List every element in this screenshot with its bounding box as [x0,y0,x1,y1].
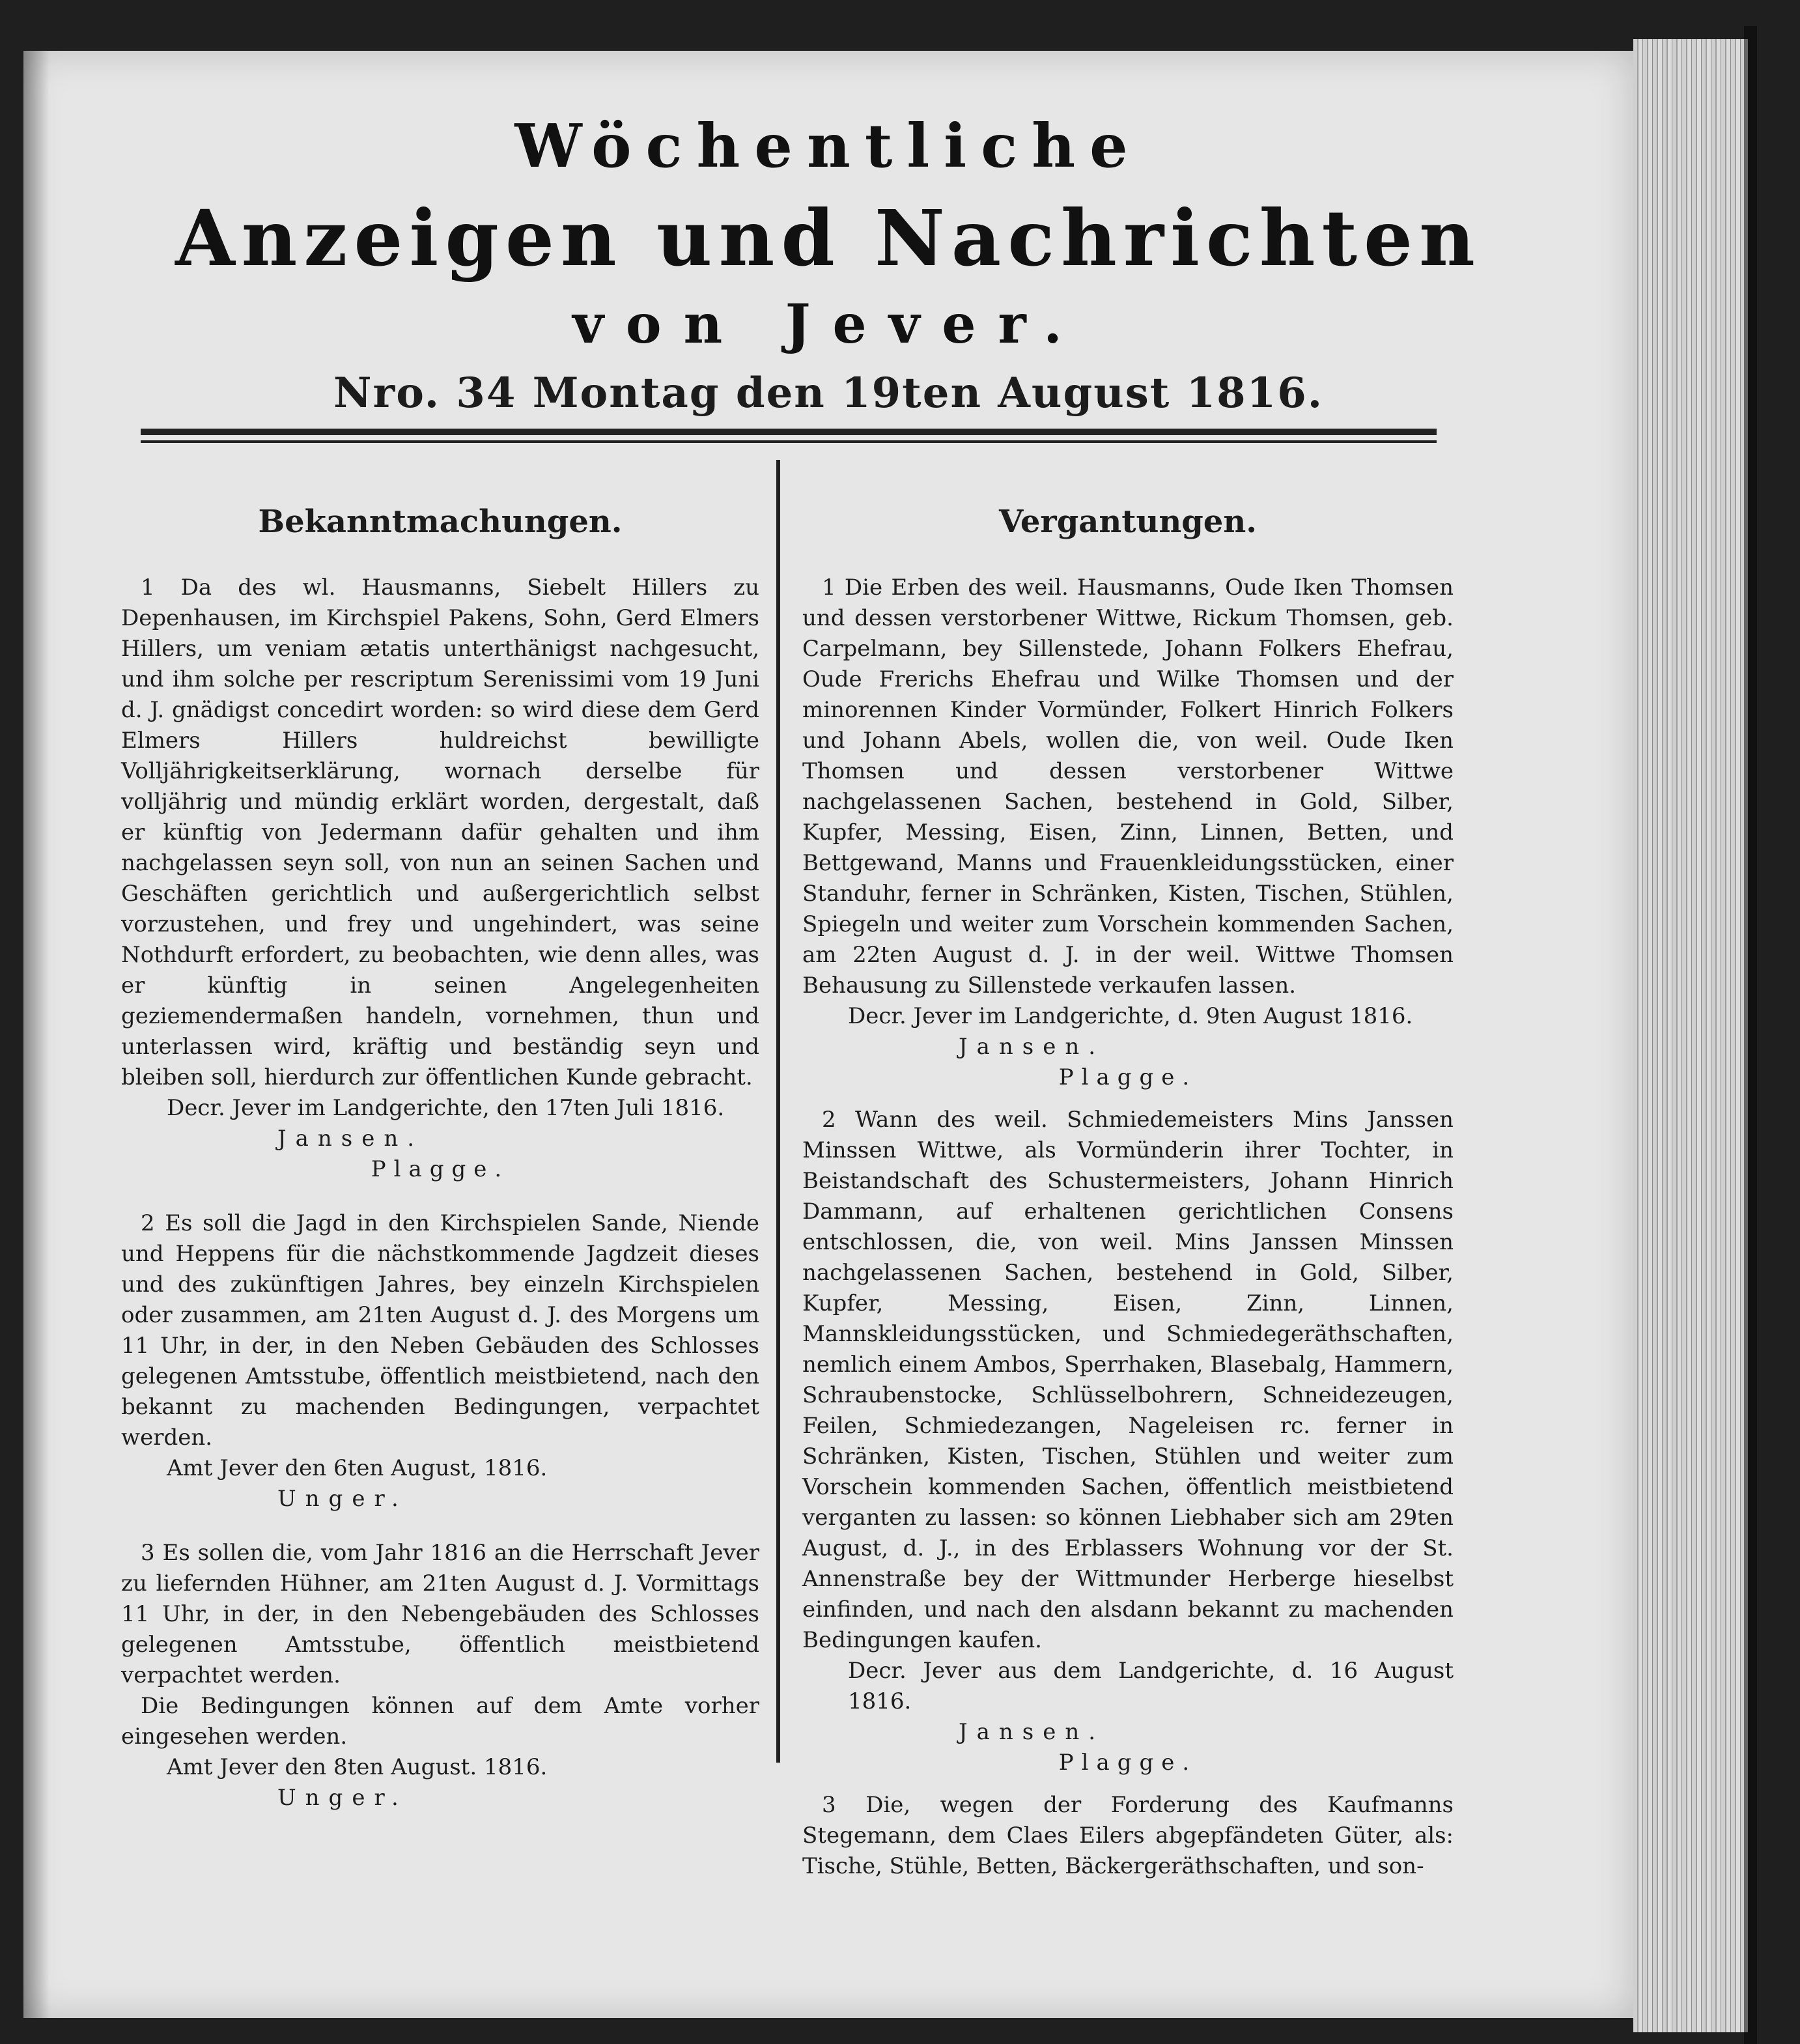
auction-2-name-1: Jansen. [959,1719,1105,1745]
notice-1-name-1: Jansen. [277,1126,424,1152]
auction-1-text: 1 Die Erben des weil. Hausmanns, Oude Iken Thomsen und dessen verstorbener Wittwe, Rickum Thomsen, geb. Carpelmann, bey Sillenstede, Johann Folkers Ehefrau, Oude Frerichs Ehefrau und Wilke Thomsen und der minorennen Kinder Vormünder, Folkert Hinrich Folkers und Johann Abels, wollen die, von weil. Oude Iken Thomsen und dessen verstorbener Wittwe nachgelassenen Sachen, bestehend in Gold, Silber, Kupfer, Messing, Eisen, Zinn, Linnen, Betten, und Bettgewand, Manns und Frauenkleidungsstücken, einer Standuhr, ferner in Schränken, Kisten, Tischen, Stühlen, Spiegeln und weiter zum Vorschein kommenden Sachen, am 22ten August d. J. in der weil. Wittwe Thomsen Behausung zu Sillenstede verkaufen lassen. [802,575,1454,999]
auction-2-text: 2 Wann des weil. Schmiedemeisters Mins Janssen Minssen Wittwe, als Vormünderin ihrer Tochter, in Beistandschaft des Schustermeisters, Johann Hinrich Dammann, auf erhaltenen gerichtlichen Consens entschlossen, die, von weil. Mins Janssen Minssen nachgelassenen Sachen, bestehend in Gold, Silber, Kupfer, Messing, Eisen, Zinn, Linnen, Mannskleidungsstücken, und Schmiedegeräthschaften, nemlich einem Ambos, Sperrhaken, Blasebalg, Hammern, Schraubenstocke, Schlüsselbohrern, Schneidezeugen, Feilen, Schmiedezangen, Nageleisen rc. ferner in Schränken, Kisten, Tischen, Stühlen und weiter zum Vorschein kommenden Sachen, öffentlich meistbietend verganten zu lassen: so können Liebhaber sich am 29ten August, d. J., in des Erblassers Wohnung vor der St. Annenstraße bey der Wittmunder Herberge hieselbst einfinden, und nach den alsdann bekannt zu machenden Bedingungen kaufen. [802,1107,1454,1653]
notice-2-name: Unger. [277,1486,408,1512]
notice-1-signature: Decr. Jever im Landgerichte, den 17ten Juli 1816. [167,1095,725,1121]
newspaper-page [23,51,1633,2018]
right-column [802,481,1454,1882]
masthead-line-2: Anzeigen und Nachrichten [175,193,1482,283]
header-rule-thin [141,440,1437,443]
auction-1-name-2: Plagge. [1058,1064,1198,1090]
notice-1-text: 1 Da des wl. Hausmanns, Siebelt Hillers zu Depenhausen, im Kirchspiel Pakens, Sohn, Gerd Elmers Hillers, um veniam ætatis unterthänigst nachgesucht, und ihm solche per rescriptum Serenissimi vom 19 Juni d. J. gnädigst concedirt worden: so wird diese dem Gerd Elmers Hillers huldreichst bewilligte Volljährigkeitserklärung, wornach derselbe für volljährig und mündig erklärt worden, dergestalt, daß er künftig von Jedermann dafür gehalten und ihm nachgelassen seyn soll, von nun an seinen Sachen und Geschäften gerichtlich und außergerichtlich selbst vorzustehen, und frey und ungehindert, was seine Nothdurft erfordert, zu beobachten, wie denn alles, was er künftig in seinen Angelegenheiten geziemendermaßen handeln, vornehmen, thun und unterlassen wird, kräftig und beständig seyn und bleiben soll, hierdurch zur öffentlichen Kunde gebracht. [121,575,759,1090]
left-column [121,481,759,1813]
masthead-line-3: von Jever. [572,293,1084,356]
column-divider [776,460,780,1763]
auction-1-name-1: Jansen. [959,1034,1105,1060]
auction-2-signature: Decr. Jever aus dem Landgerichte, d. 16 August 1816. [848,1658,1454,1714]
notice-3-text: 3 Es sollen die, vom Jahr 1816 an die Herrschaft Jever zu liefernden Hühner, am 21ten August d. J. Vormittags 11 Uhr, in der, in den Nebengebäuden des Schlosses gelegenen Amtsstube, öffentlich meistbietend verpachtet werden. [121,1540,759,1688]
auction-3-text: 3 Die, wegen der Forderung des Kaufmanns Stegemann, dem Claes Eilers abgepfändeten Güter, als: Tische, Stühle, Betten, Bäckergeräthschaften, und son- [802,1792,1454,1879]
page-stack-edge [1633,39,1748,2032]
masthead-line-1: Wöchentliche [514,111,1142,181]
left-column-heading: Bekanntmachungen. [258,504,623,540]
notice-1-name-2: Plagge. [371,1156,510,1182]
notice-2-signature: Amt Jever den 6ten August, 1816. [167,1455,548,1481]
notice-3-text-2: Die Bedingungen können auf dem Amte vorher eingesehen werden. [121,1693,759,1750]
right-column-heading: Vergantungen. [999,504,1257,540]
notice-2-text: 2 Es soll die Jagd in den Kirchspielen Sande, Niende und Heppens für die nächstkommende Jagdzeit dieses und des zukünftigen Jahres, bey einzeln Kirchspielen oder zusammen, am 21ten August d. J. des Morgens um 11 Uhr, in der, in den Neben Gebäuden des Schlosses gelegenen Amtsstube, öffentlich meistbietend, nach den bekannt zu machenden Bedingungen, verpachtet werden. [121,1210,759,1451]
issue-line: Nro. 34 Montag den 19ten August 1816. [333,369,1323,418]
notice-3-signature: Amt Jever den 8ten August. 1816. [167,1754,548,1780]
header-rule-thick [141,429,1437,435]
notice-3-name: Unger. [277,1785,408,1811]
auction-2-name-2: Plagge. [1058,1750,1198,1776]
auction-1-signature: Decr. Jever im Landgerichte, d. 9ten August 1816. [848,1003,1413,1029]
